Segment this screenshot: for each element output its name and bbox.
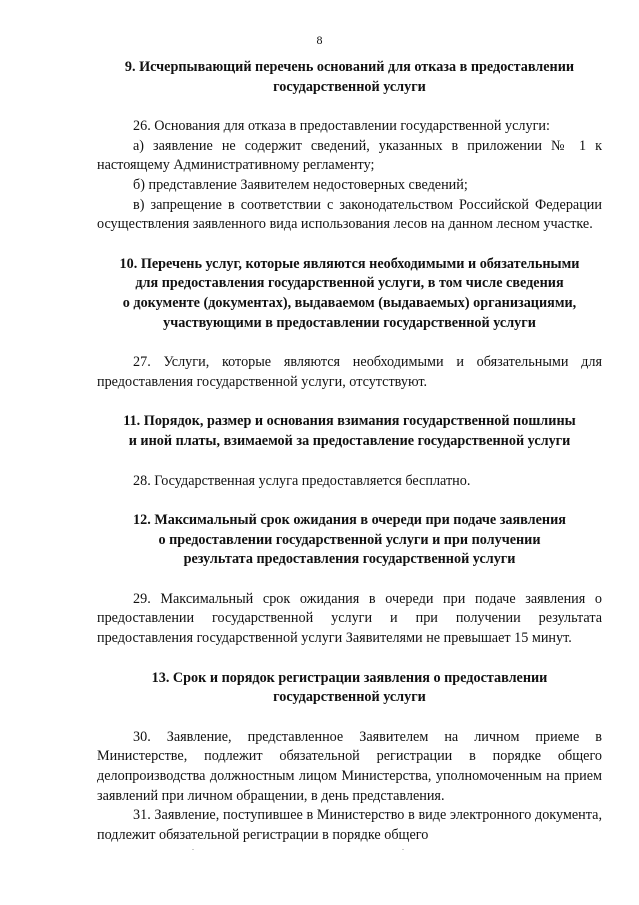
paragraph-31: 31. Заявление, поступившее в Министерство в виде электронного документа, подлежит обязательной регистрации в порядке общего xyxy=(97,807,602,843)
heading-line: 13. Срок и порядок регистрации заявления о предоставлении xyxy=(151,669,548,686)
scan-dot xyxy=(402,849,404,850)
page-content xyxy=(97,58,602,845)
heading-line: государственной услуги xyxy=(273,689,426,706)
heading-line: о предоставлении государственной услуги и при получении xyxy=(158,531,541,548)
paragraph-26: 26. Основания для отказа в предоставлении государственной услуги: xyxy=(133,118,550,135)
heading-line: и иной платы, взимаемой за предоставление государственной услуги xyxy=(128,432,571,449)
heading-line: результата предоставления государственной услуги xyxy=(183,551,516,568)
heading-line: 11. Порядок, размер и основания взимания государственной пошлины xyxy=(123,413,576,430)
section-13-heading xyxy=(97,669,602,708)
heading-line: 9. Исчерпывающий перечень оснований для отказа в предоставлении xyxy=(124,59,575,75)
scan-dot xyxy=(192,849,194,850)
section-10-heading xyxy=(97,255,602,333)
section-11-heading xyxy=(97,412,602,451)
paragraph-29: 29. Максимальный срок ожидания в очереди при подаче заявления о предоставлении государственной услуги и при получении результата предоставления государственной услуги Заявителями не превышает 15 минут. xyxy=(97,590,602,647)
paragraph-30: 30. Заявление, представленное Заявителем на личном приеме в Министерстве, подлежит обязательной регистрации в порядке общего делопроизводства должностным лицом Министерства, уполномоченным на прием заявлений при личном обращении, в день представления. xyxy=(97,728,602,804)
heading-line: о документе (документах), выдаваемом (выдаваемых) организациями, xyxy=(122,294,577,311)
heading-line: участвующими в предоставлении государственной услуги xyxy=(163,314,536,331)
paragraph-26-c: в) запрещение в соответствии с законодательством Российской Федерации осуществления заявленного вида использования лесов на данном лесном участке. xyxy=(97,196,602,233)
section-12-heading xyxy=(97,511,602,570)
heading-line: государственной услуги xyxy=(273,78,426,95)
heading-line: 12. Максимальный срок ожидания в очереди при подаче заявления xyxy=(133,512,566,529)
heading-line: 10. Перечень услуг, которые являются необходимыми и обязательными xyxy=(119,255,580,272)
paragraph-28: 28. Государственная услуга предоставляется бесплатно. xyxy=(133,472,471,489)
heading-line: для предоставления государственной услуги, в том числе сведения xyxy=(135,275,564,292)
section-9-heading xyxy=(97,58,602,97)
paragraph-26-a: а) заявление не содержит сведений, указанных в приложении № 1 к настоящему Административному регламенту; xyxy=(97,137,602,174)
paragraph-27: 27. Услуги, которые являются необходимыми и обязательными для предоставления государственной услуги, отсутствуют. xyxy=(97,354,602,390)
page-number: 8 xyxy=(316,33,323,47)
scan-artifacts xyxy=(180,849,480,853)
paragraph-26-b: б) представление Заявителем недостоверных сведений; xyxy=(133,176,468,193)
